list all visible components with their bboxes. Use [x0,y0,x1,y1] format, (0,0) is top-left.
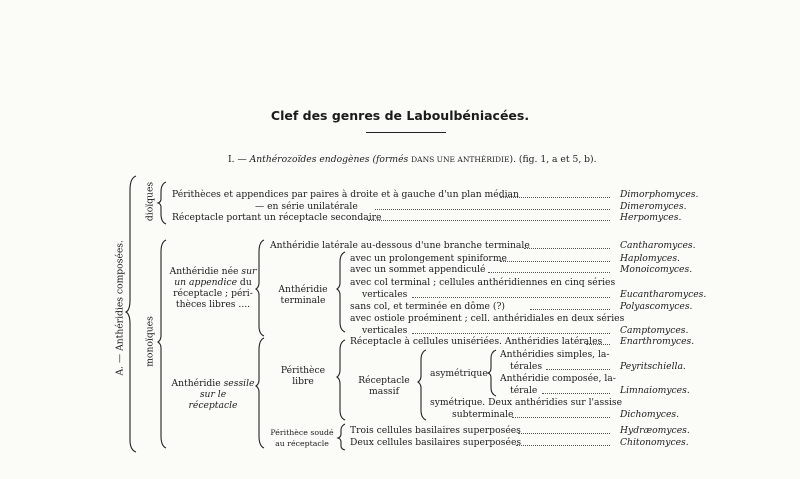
appendice-l1: Anthéridie née [169,266,242,277]
section-prefix: I. — [228,154,250,165]
genus-name: Monoicomyces. [620,264,693,275]
terminale-label-l2: terminale [280,295,326,306]
leader-dots [586,344,610,345]
genus-name: Haplomyces. [620,253,680,264]
perithece-libre-l1: Périthèce [280,365,326,376]
leader-dots [530,309,610,310]
leader-dots [500,261,610,262]
receptacle-massif-l2: massif [369,386,399,397]
genus-name: Herpomyces. [620,212,682,223]
genus-name: Dimeromyces. [620,201,687,212]
genus-name: Peyritschiella. [620,361,686,372]
asym-row-4: térale [510,385,538,396]
sessile-l3-it: réceptacle [188,400,238,411]
terminale-label-l1: Anthéridie [278,284,328,295]
appendice-l2: du [237,277,252,288]
leader-dots [542,393,610,394]
uniseriees-row: Réceptacle à cellules unisériées. Anthéridies latérales [350,336,603,347]
section-italic: Anthérozoïdes endogènes [249,154,370,165]
genus-name: Eucantharomyces. [620,289,707,300]
terminale-row-3: avec col terminal ; cellules anthéridiennes en cinq séries [350,277,616,288]
symetrique-row: symétrique. Deux anthéridies sur l'assise [430,397,623,408]
terminale-row-2: avec un sommet appendiculé [350,264,486,275]
section-smallcaps: DANS UNE ANTHÉRIDIE [411,155,510,164]
terminale-row-1: avec un prolongement spiniforme [350,253,507,264]
soude-row-2: Deux cellules basilaires superposées [350,437,522,448]
leader-dots [412,333,610,334]
laterale-row: Anthéridie latérale au-dessous d'une branche terminale [270,240,530,251]
asymetrique-label: asymétrique [430,368,488,379]
appendice-l4: thèces libres .... [175,299,251,310]
soude-label-l2: au réceptacle [275,439,329,448]
leader-dots [516,445,610,446]
asym-row-1: Anthéridies simples, la- [500,349,610,360]
leader-dots [412,297,610,298]
genus-name: Chitonomyces. [620,437,689,448]
genus-name: Dichomyces. [620,409,680,420]
genus-name: Enarthromyces. [620,336,695,347]
terminale-row-5: sans col, et terminée en dôme (?) [350,301,505,312]
receptacle-massif-l1: Réceptacle [358,375,410,386]
section-suffix: ). (fig. 1, a et 5, b). [509,154,597,165]
genus-name: Dimorphomyces. [620,189,699,200]
sessile-l2-it: sur le [199,389,227,400]
dioiques-label: dioïques [144,181,156,222]
leader-dots [368,220,610,221]
appendice-l3: réceptacle ; péri- [173,288,253,299]
genus-name: Hydræomyces. [620,425,690,436]
soude-label [266,427,338,449]
genus-name: Camptomyces. [620,325,689,336]
leader-dots [375,209,610,210]
appendice-l1-it: sur [241,266,257,277]
sessile-l1-it: sessile [223,378,255,389]
dioiques-row-1: Périthèces et appendices par paires à droite et à gauche d'un plan médian [172,189,519,200]
symetrique-row-cont: subterminale [452,409,514,420]
monoiques-label: monoïques [144,316,156,367]
sessile-label [168,378,258,411]
sessile-l1: Anthéridie [171,378,224,389]
dioiques-row-3: Réceptacle portant un réceptacle secondaire [172,212,382,223]
appendice-l2-it: un appendice [174,277,238,288]
soude-row-1: Trois cellules basilaires superposées [350,425,521,436]
terminale-label [268,284,338,306]
leader-dots [518,433,610,434]
soude-label-l1: Périthèce soudé [270,428,334,437]
page-title: Clef des genres de Laboulbéniacées. [270,108,530,123]
terminale-row-4: verticales [362,289,408,300]
receptacle-massif-label [352,375,416,397]
perithece-libre-label [268,365,338,387]
terminale-row-6: avec ostiole proéminent ; cell. anthéridiales en deux séries [350,313,625,324]
appendice-label [168,266,258,310]
leader-dots [500,197,610,198]
leader-dots [512,417,610,418]
leader-dots [524,248,610,249]
leader-dots [488,272,610,273]
section-middle: (formés [369,154,412,165]
genus-name: Polyascomyces. [620,301,693,312]
group-label: A. — Anthéridies composées. [114,240,126,376]
terminale-row-7: verticales [362,325,408,336]
leader-dots [546,369,610,370]
perithece-libre-l2: libre [292,376,314,387]
genus-name: Cantharomyces. [620,240,696,251]
asym-row-3: Anthéridie composée, la- [500,373,616,384]
genus-name: Limnaiomyces. [620,385,690,396]
dioiques-row-2: — en série unilatérale [255,201,358,212]
asym-row-2: térales [510,361,543,372]
